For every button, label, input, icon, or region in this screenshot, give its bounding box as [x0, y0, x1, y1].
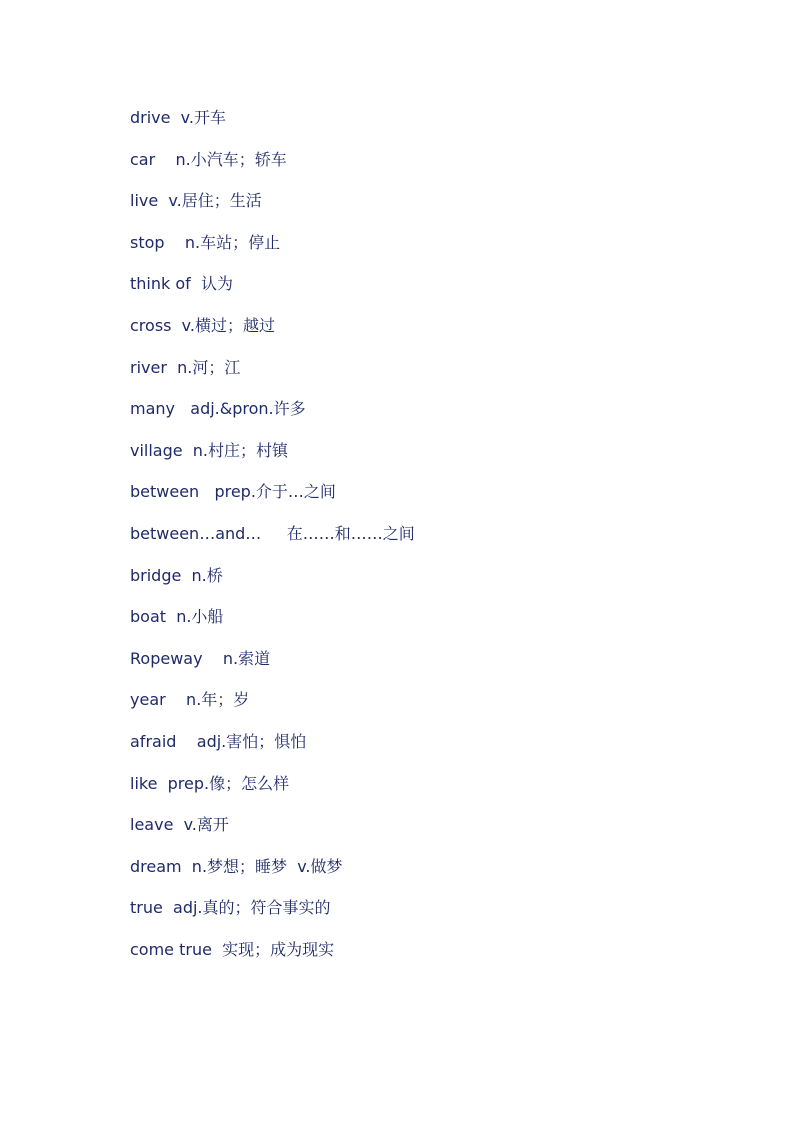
vocab-entry	[130, 896, 415, 938]
vocab-gloss: adj.真的；符合事实的	[162, 898, 331, 918]
vocab-gloss: adj.&pron.许多	[175, 399, 306, 419]
vocab-gloss: adj.害怕；惧怕	[176, 731, 307, 751]
vocab-entry	[130, 938, 415, 980]
vocab-word: many	[130, 399, 175, 419]
vocab-entry	[130, 564, 415, 606]
vocab-entry	[130, 397, 415, 439]
vocab-word: stop	[130, 232, 165, 252]
vocab-gloss: 实现；成为现实	[211, 939, 335, 959]
vocab-word: village	[130, 440, 183, 460]
vocab-word: Ropeway	[130, 648, 203, 668]
vocab-entry	[130, 647, 415, 689]
vocab-entry	[130, 106, 415, 148]
vocab-gloss: v.横过；越过	[171, 315, 275, 335]
vocab-entry	[130, 439, 415, 481]
vocab-entry	[130, 855, 415, 897]
vocab-word: river	[130, 357, 167, 377]
vocab-entry	[130, 522, 415, 564]
vocab-entry	[130, 148, 415, 190]
vocab-entry	[130, 356, 415, 398]
vocab-gloss: n.小船	[166, 607, 224, 627]
vocab-word: like	[130, 773, 158, 793]
vocab-word: bridge	[130, 565, 182, 585]
vocab-entry	[130, 231, 415, 273]
vocab-entry	[130, 813, 415, 855]
vocab-gloss: n.索道	[202, 648, 271, 668]
vocab-gloss: prep.介于…之间	[199, 482, 336, 502]
vocab-gloss: n.村庄；村镇	[182, 440, 289, 460]
vocab-gloss: v.居住；生活	[158, 191, 262, 211]
vocab-gloss: v.离开	[173, 815, 229, 835]
vocabulary-list	[130, 106, 415, 979]
vocab-word: car	[130, 149, 156, 169]
vocab-gloss: prep.像；怎么样	[157, 773, 290, 793]
vocab-entry	[130, 189, 415, 231]
vocab-gloss: 在……和……之间	[261, 523, 415, 543]
vocab-gloss: n.桥	[181, 565, 223, 585]
vocab-word: year	[130, 690, 166, 710]
vocab-word: cross	[130, 315, 172, 335]
vocab-entry	[130, 688, 415, 730]
vocab-word: true	[130, 898, 163, 918]
vocab-entry	[130, 730, 415, 772]
vocab-word: between	[130, 482, 200, 502]
vocab-word: come true	[130, 939, 212, 959]
vocab-entry	[130, 772, 415, 814]
vocab-gloss: n.梦想；睡梦 v.做梦	[181, 856, 343, 876]
vocab-entry	[130, 480, 415, 522]
vocab-word: afraid	[130, 731, 177, 751]
vocab-word: think of	[130, 274, 191, 294]
vocab-entry	[130, 605, 415, 647]
vocab-gloss: 认为	[190, 274, 233, 294]
vocab-word: leave	[130, 815, 174, 835]
vocab-gloss: n.小汽车；轿车	[155, 149, 287, 169]
vocab-word: drive	[130, 108, 171, 127]
vocab-gloss: v.开车	[170, 108, 226, 127]
vocab-entry	[130, 272, 415, 314]
vocab-word: boat	[130, 607, 167, 627]
vocab-entry	[130, 314, 415, 356]
vocab-gloss: n.河；江	[166, 357, 241, 377]
vocab-word: dream	[130, 856, 182, 876]
vocab-word: between…and…	[130, 523, 262, 543]
vocab-word: live	[130, 191, 159, 211]
vocab-gloss: n.年；岁	[165, 690, 250, 710]
vocab-gloss: n.车站；停止	[164, 232, 281, 252]
